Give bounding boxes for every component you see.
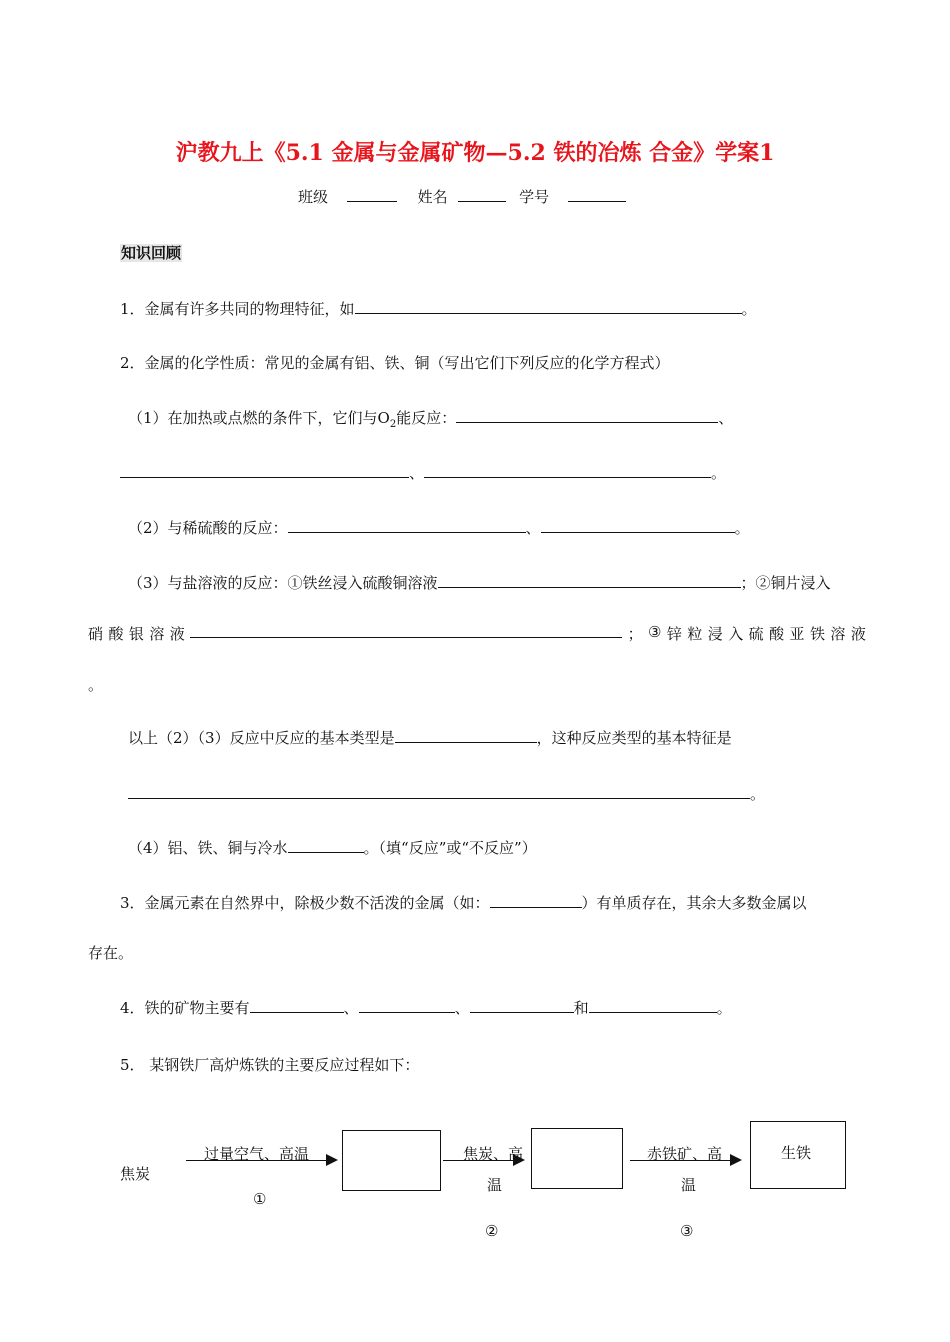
question-2-part-2: （2）与稀硫酸的反应： 、 。: [128, 519, 750, 537]
question-1: 1．金属有许多共同的物理特征，如 。: [120, 300, 757, 318]
name-field[interactable]: [458, 187, 506, 202]
answer-blank[interactable]: [470, 998, 574, 1013]
flow-step-2-number: ②: [485, 1222, 499, 1240]
question-2-part-3: （3）与盐溶液的反应：①铁丝浸入硫酸铜溶液 ；②铜片浸入: [128, 574, 831, 592]
answer-blank[interactable]: [250, 998, 344, 1013]
arrow-right-icon: [326, 1154, 338, 1166]
answer-blank[interactable]: [288, 838, 364, 853]
product-label: 生铁: [781, 1144, 812, 1162]
number-field[interactable]: [568, 187, 626, 202]
arrow-right-icon: [730, 1154, 742, 1166]
arrow-3-line: [630, 1160, 730, 1161]
flow-step-1-label: 过量空气、高温: [204, 1145, 310, 1163]
question-2-summary: 以上（2）（3）反应中反应的基本类型是 ，这种反应类型的基本特征是: [128, 729, 732, 747]
question-5: 5． 某钢铁厂高炉炼铁的主要反应过程如下：: [120, 1056, 420, 1074]
flow-step-3-label-a: 赤铁矿、高: [647, 1145, 723, 1163]
answer-blank[interactable]: [288, 518, 526, 533]
question-2-intro: 2．金属的化学性质：常见的金属有铝、铁、铜（写出它们下列反应的化学方程式）: [120, 354, 670, 372]
answer-blank[interactable]: [120, 463, 409, 478]
flow-start: 焦炭: [120, 1165, 151, 1183]
answer-blank[interactable]: [490, 893, 582, 908]
question-2-part-1-line-2: 、 。: [120, 462, 726, 483]
flow-step-1-number: ①: [253, 1190, 267, 1208]
answer-blank[interactable]: [541, 518, 735, 533]
class-field[interactable]: [347, 187, 397, 202]
question-2-summary-line-2: 。: [128, 783, 765, 804]
arrow-2-line: [443, 1160, 513, 1161]
question-2-part-4: （4）铝、铁、铜与冷水 。（填“反应”或“不反应”）: [128, 839, 537, 857]
question-2-part-3-line-2: 硝 酸 银 溶 液 ； ③ 锌 粒 浸 入 硫 酸 亚 铁 溶 液: [88, 623, 866, 643]
number-label: 学号: [519, 188, 550, 206]
student-info: [298, 186, 626, 207]
answer-blank[interactable]: [424, 463, 711, 478]
arrow-right-icon: [513, 1154, 525, 1166]
product-box: [750, 1121, 846, 1189]
answer-blank[interactable]: [190, 623, 622, 638]
answer-blank[interactable]: [128, 784, 750, 799]
arrow-1-line: [186, 1160, 326, 1161]
flow-step-3-label-b: 温: [681, 1176, 697, 1194]
answer-blank[interactable]: [589, 998, 717, 1013]
answer-blank[interactable]: [456, 408, 718, 423]
page-title: 沪教九上《5.1 金属与金属矿物—5.2 铁的冶炼 合金》学案1: [175, 140, 775, 166]
answer-blank[interactable]: [359, 998, 455, 1013]
answer-blank[interactable]: [438, 573, 741, 588]
question-4: 4．铁的矿物主要有 、 、 和 。: [120, 999, 732, 1017]
flow-step-2-label-b: 温: [487, 1176, 503, 1194]
intermediate-box-2[interactable]: [531, 1128, 623, 1189]
class-label: 班级: [298, 188, 329, 206]
section-heading: 知识回顾: [121, 244, 182, 262]
answer-blank[interactable]: [355, 299, 742, 314]
question-2-part-1: （1）在加热或点燃的条件下，它们与$O_2$能反应： 、: [128, 409, 734, 430]
answer-blank[interactable]: [395, 728, 537, 743]
question-3-line-2: 存在。: [88, 944, 134, 962]
question-3: 3．金属元素在自然界中，除极少数不活泼的金属（如： ）有单质存在，其余大多数金属以: [120, 894, 807, 912]
intermediate-box-1[interactable]: [342, 1130, 441, 1191]
flow-step-2-label-a: 焦炭、高: [463, 1145, 524, 1163]
flow-step-3-number: ③: [680, 1222, 694, 1240]
name-label: 姓名: [417, 188, 448, 206]
question-2-part-3-end: 。: [88, 676, 104, 694]
